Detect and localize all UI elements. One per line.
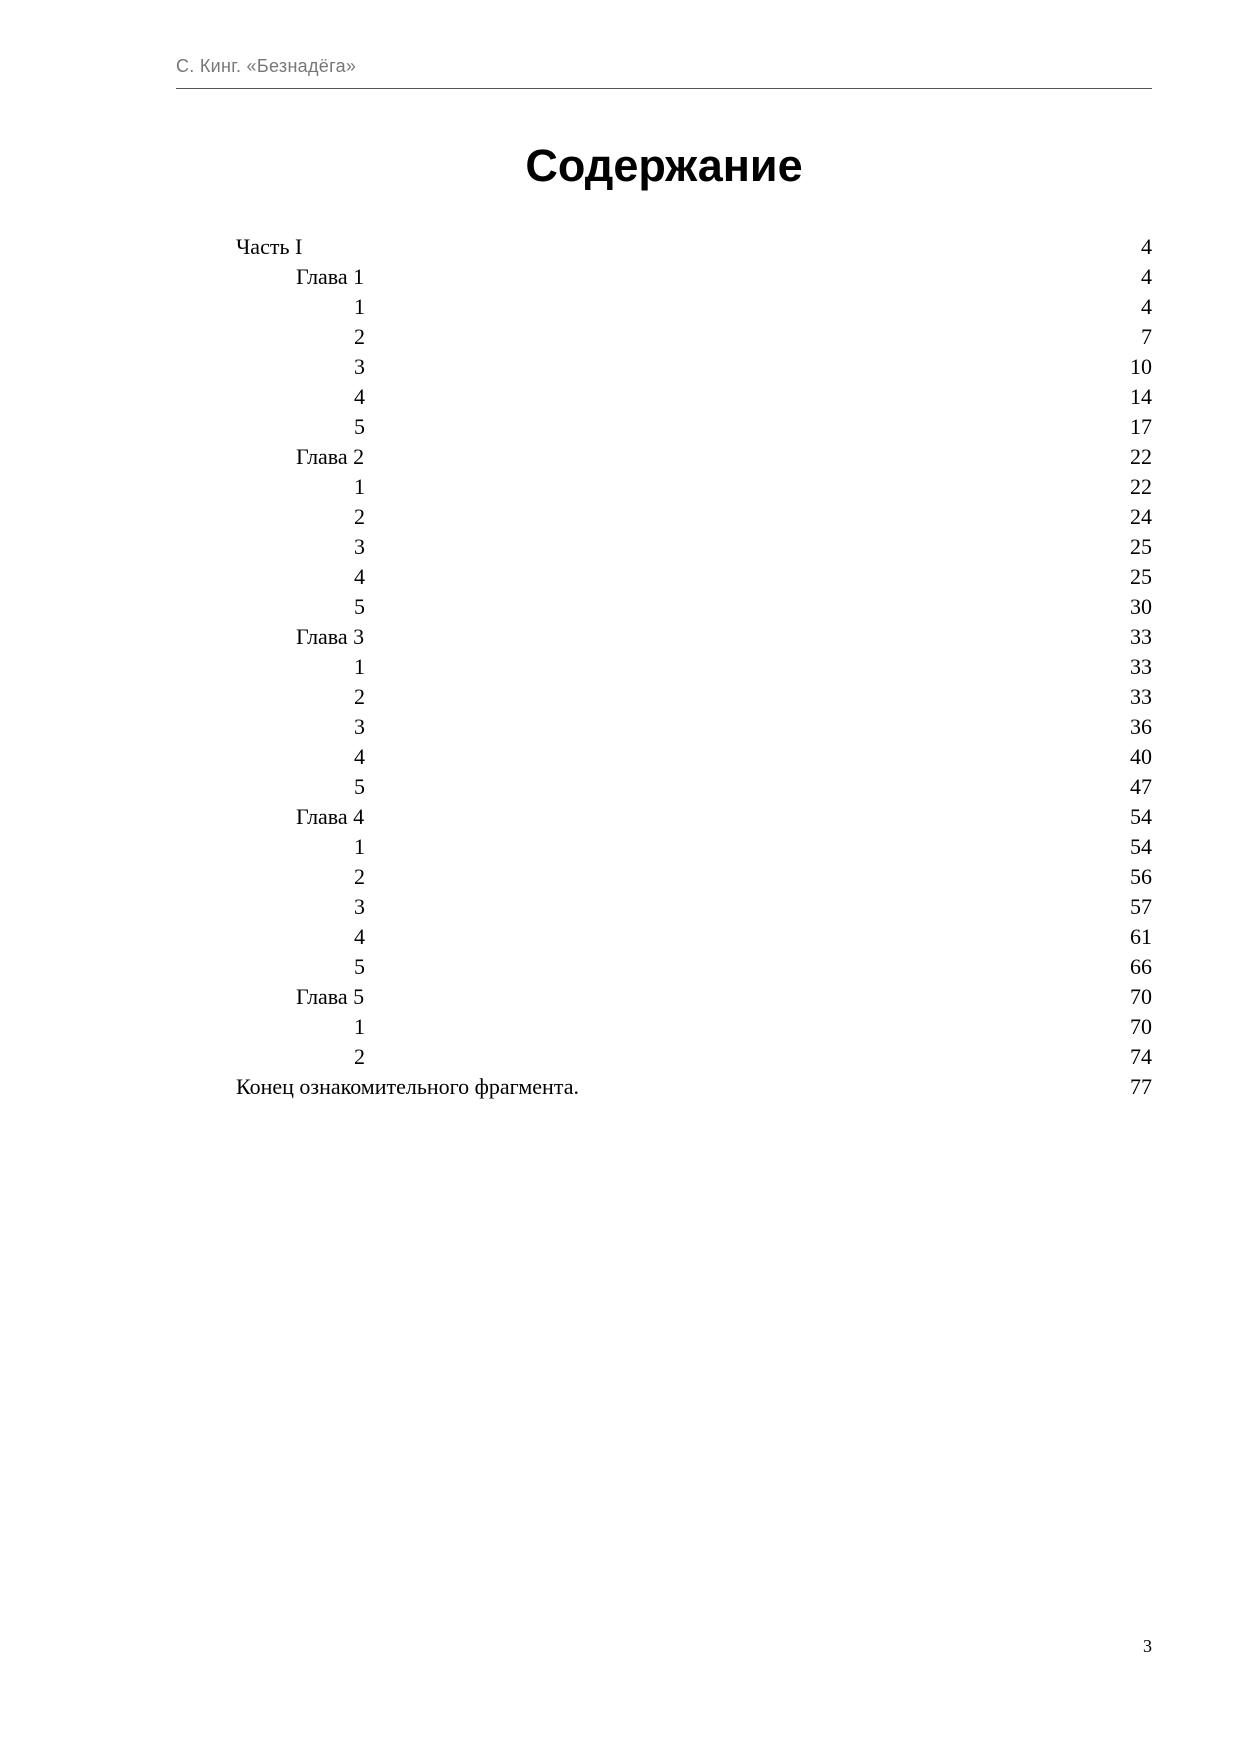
toc-entry-label: Глава 5 [296, 984, 365, 1009]
toc-entry[interactable] [236, 412, 1152, 442]
toc-entry-label: 4 [354, 924, 365, 949]
toc-entry-page-number: 40 [1130, 744, 1152, 769]
toc-entry-label: 3 [354, 534, 365, 559]
toc-entry-label: Глава 2 [296, 444, 365, 469]
toc-entry-page-number: 36 [1130, 714, 1152, 739]
toc-entry-label: 5 [354, 414, 365, 439]
toc-entry-page-number: 56 [1130, 864, 1152, 889]
toc-entry[interactable] [236, 382, 1152, 412]
toc-entry-page-number: 22 [1130, 444, 1152, 469]
page-number: 3 [1143, 1636, 1152, 1656]
toc-entry-label: 2 [354, 864, 365, 889]
toc-entry-page-number: 4 [1141, 234, 1152, 259]
toc-entry-page-number: 61 [1130, 924, 1152, 949]
toc-entry[interactable] [236, 532, 1152, 562]
toc-entry-label: 5 [354, 954, 365, 979]
toc-entry-label: 3 [354, 714, 365, 739]
toc-entry-page-number: 33 [1130, 654, 1152, 679]
toc-entry[interactable] [236, 1072, 1152, 1102]
toc-entry-label: 2 [354, 504, 365, 529]
toc-entry-label: Глава 3 [296, 624, 365, 649]
toc-entry-label: 4 [354, 564, 365, 589]
toc-entry-page-number: 25 [1130, 534, 1152, 559]
toc-entry-page-number: 74 [1130, 1044, 1152, 1069]
toc-entry[interactable] [236, 1012, 1152, 1042]
toc-entry[interactable] [236, 652, 1152, 682]
header-divider [176, 88, 1152, 89]
toc-entry-page-number: 77 [1130, 1074, 1152, 1099]
toc-entry[interactable] [236, 562, 1152, 592]
toc-entry-page-number: 4 [1141, 264, 1152, 289]
toc-entry-label: Часть I [236, 234, 303, 259]
toc-entry-label: Глава 4 [296, 804, 365, 829]
toc-entry[interactable] [236, 322, 1152, 352]
toc-entry[interactable] [236, 292, 1152, 322]
toc-entry-label: 2 [354, 684, 365, 709]
toc-entry[interactable] [236, 742, 1152, 772]
toc-entry[interactable] [236, 502, 1152, 532]
toc-entry-label: 5 [354, 594, 365, 619]
toc-entry-page-number: 70 [1130, 984, 1152, 1009]
toc-entry-label: 3 [354, 894, 365, 919]
toc-entry[interactable] [236, 832, 1152, 862]
running-header: С. Кинг. «Безнадёга» [176, 56, 357, 76]
toc-entry-page-number: 57 [1130, 894, 1152, 919]
toc-entry-page-number: 47 [1130, 774, 1152, 799]
toc-entry-label: 1 [354, 654, 365, 679]
toc-entry-page-number: 66 [1130, 954, 1152, 979]
toc-entry-label: Конец ознакомительного фрагмента. [236, 1074, 579, 1099]
toc-entry-page-number: 33 [1130, 684, 1152, 709]
toc-entry[interactable] [236, 472, 1152, 502]
toc-entry-label: Глава 1 [296, 264, 365, 289]
toc-entry-page-number: 70 [1130, 1014, 1152, 1039]
toc-entry[interactable] [236, 802, 1152, 832]
toc-entry[interactable] [236, 262, 1152, 292]
toc-entry[interactable] [236, 622, 1152, 652]
toc-entry[interactable] [236, 1042, 1152, 1072]
toc-entry-label: 2 [354, 324, 365, 349]
toc-entry-label: 2 [354, 1044, 365, 1069]
toc-entry-page-number: 10 [1130, 354, 1152, 379]
toc-entry[interactable] [236, 682, 1152, 712]
toc-entry[interactable] [236, 442, 1152, 472]
toc-entry-page-number: 33 [1130, 624, 1152, 649]
toc-entry[interactable] [236, 592, 1152, 622]
page-title: Содержание [525, 140, 803, 191]
table-of-contents [236, 232, 1152, 1102]
toc-entry[interactable] [236, 982, 1152, 1012]
toc-entry[interactable] [236, 772, 1152, 802]
toc-entry[interactable] [236, 892, 1152, 922]
toc-entry-page-number: 25 [1130, 564, 1152, 589]
toc-entry-page-number: 54 [1130, 834, 1152, 859]
toc-entry-page-number: 17 [1130, 414, 1152, 439]
toc-entry-label: 1 [354, 474, 365, 499]
toc-entry-page-number: 24 [1130, 504, 1152, 529]
toc-entry-page-number: 4 [1141, 294, 1152, 319]
toc-entry-label: 5 [354, 774, 365, 799]
toc-entry[interactable] [236, 352, 1152, 382]
toc-entry[interactable] [236, 712, 1152, 742]
toc-entry-label: 1 [354, 834, 365, 859]
toc-entry-label: 1 [354, 1014, 365, 1039]
toc-entry-label: 4 [354, 384, 365, 409]
toc-entry-page-number: 22 [1130, 474, 1152, 499]
toc-entry-label: 4 [354, 744, 365, 769]
toc-entry[interactable] [236, 232, 1152, 262]
toc-entry-page-number: 7 [1141, 324, 1152, 349]
toc-entry-label: 3 [354, 354, 365, 379]
toc-entry[interactable] [236, 862, 1152, 892]
toc-entry[interactable] [236, 922, 1152, 952]
toc-entry-page-number: 30 [1130, 594, 1152, 619]
toc-entry-label: 1 [354, 294, 365, 319]
toc-entry-page-number: 54 [1130, 804, 1152, 829]
toc-entry[interactable] [236, 952, 1152, 982]
toc-entry-page-number: 14 [1130, 384, 1152, 409]
